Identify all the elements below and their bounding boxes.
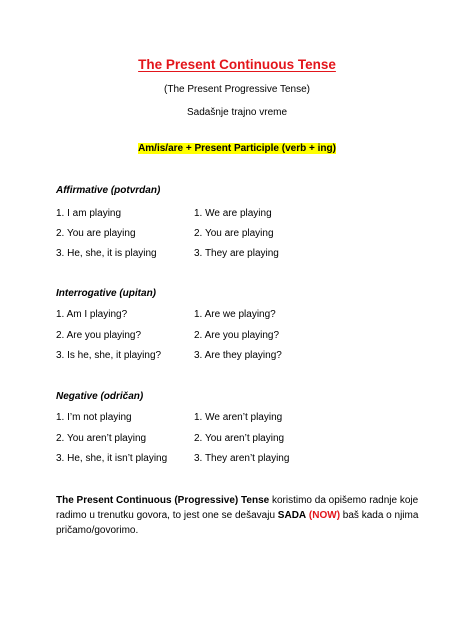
- interrogative-plural-3: 3. Are they playing?: [194, 350, 282, 361]
- negative-singular-2: 2. You aren’t playing: [56, 433, 147, 444]
- page-title: The Present Continuous Tense: [138, 57, 336, 72]
- affirmative-singular-1: 1. I am playing: [56, 208, 122, 219]
- negative-plural-3: 3. They aren’t playing: [194, 453, 290, 464]
- interrogative-plural-1: 1. Are we playing?: [194, 309, 276, 320]
- negative-singular-1: 1. I’m not playing: [56, 412, 132, 423]
- affirmative-singular-3: 3. He, she, it is playing: [56, 248, 157, 259]
- affirmative-heading: Affirmative (potvrdan): [56, 185, 161, 196]
- paragraph-text-2: baš kada o njima pričamo/govorimo.: [56, 510, 419, 536]
- formula-highlight: Am/is/are + Present Participle (verb + ing): [138, 143, 336, 154]
- paragraph-lead: The Present Continuous (Progressive) Tense: [56, 495, 270, 506]
- negative-plural-2: 2. You aren’t playing: [194, 433, 285, 444]
- interrogative-plural-2: 2. Are you playing?: [194, 330, 280, 341]
- paragraph-now: (NOW): [308, 510, 341, 521]
- affirmative-plural-2: 2. You are playing: [194, 228, 274, 239]
- explanation-paragraph: [56, 493, 426, 538]
- paragraph-sada: SADA: [277, 510, 307, 521]
- negative-heading: Negative (odričan): [56, 391, 144, 402]
- interrogative-singular-3: 3. Is he, she, it playing?: [56, 350, 162, 361]
- affirmative-plural-1: 1. We are playing: [194, 208, 272, 219]
- affirmative-singular-2: 2. You are playing: [56, 228, 136, 239]
- interrogative-singular-1: 1. Am I playing?: [56, 309, 128, 320]
- paragraph-text-1: koristimo da opišemo radnje koje radimo u trenutku govora, to jest one se dešavaju: [56, 495, 419, 521]
- subtitle: (The Present Progressive Tense): [164, 84, 310, 95]
- interrogative-singular-2: 2. Are you playing?: [56, 330, 142, 341]
- negative-singular-3: 3. He, she, it isn’t playing: [56, 453, 168, 464]
- affirmative-plural-3: 3. They are playing: [194, 248, 279, 259]
- formula: [0, 143, 474, 154]
- interrogative-heading: Interrogative (upitan): [56, 288, 157, 299]
- negative-plural-1: 1. We aren’t playing: [194, 412, 283, 423]
- subtitle-local: Sadašnje trajno vreme: [186, 107, 288, 118]
